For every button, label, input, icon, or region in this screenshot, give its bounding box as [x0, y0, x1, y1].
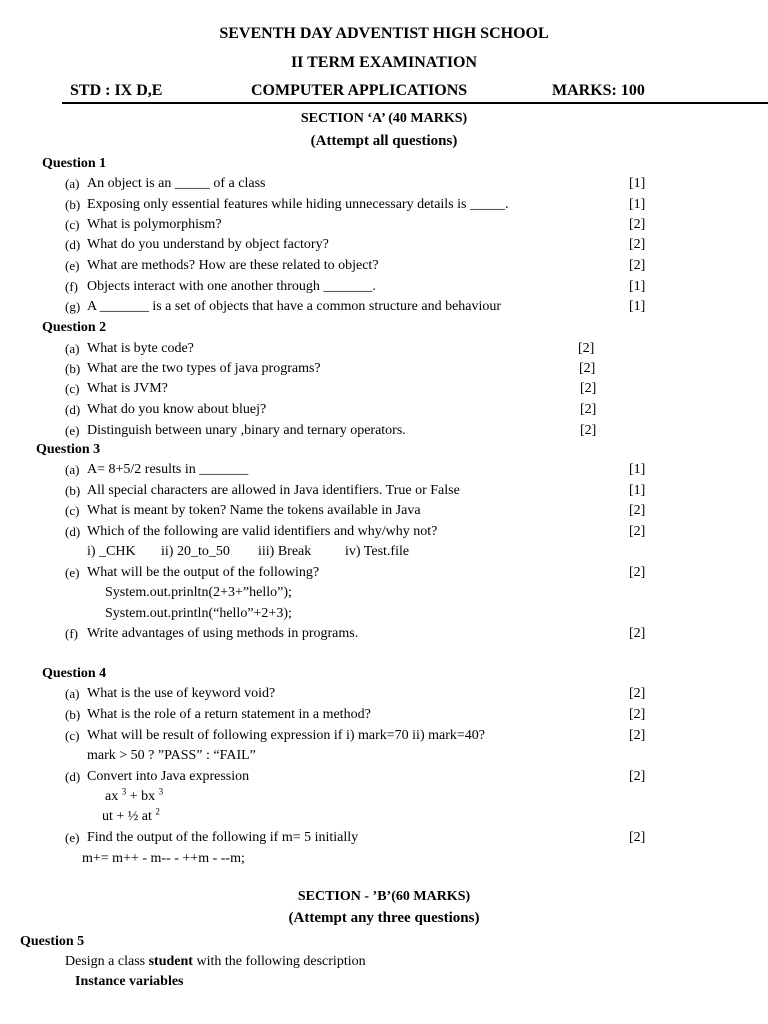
- item-text: Objects interact with one another through _______.: [87, 279, 376, 294]
- expr-part: + bx: [126, 789, 159, 804]
- item-label: (c): [65, 381, 80, 396]
- item-label: (f): [65, 626, 78, 641]
- question-5-title: Question 5: [20, 934, 85, 949]
- expr-exponent: 2: [155, 806, 160, 817]
- increment-expression: m+= m++ - m-- - ++m - --m;: [82, 851, 245, 866]
- item-text: What will be result of following expression if i) mark=70 ii) mark=40?: [87, 728, 485, 743]
- item-text: What will be the output of the following?: [87, 565, 320, 580]
- math-expression-2: [102, 806, 160, 824]
- item-label: (b): [65, 707, 81, 722]
- item-text: What do you know about bluej?: [87, 402, 267, 417]
- ternary-expression: mark > 50 ? ”PASS” : “FAIL”: [87, 748, 256, 763]
- expr-exponent: 3: [121, 786, 127, 797]
- item-marks: [2]: [629, 258, 646, 273]
- question-2-title: Question 2: [42, 320, 107, 335]
- item-text: What is meant by token? Name the tokens available in Java: [87, 503, 421, 518]
- item-text: What do you understand by object factory?: [87, 237, 329, 252]
- item-marks: [1]: [629, 483, 646, 498]
- expr-part: ax: [105, 789, 122, 804]
- item-label: (d): [65, 402, 81, 417]
- item-marks: [2]: [629, 830, 646, 845]
- item-text: Write advantages of using methods in programs.: [87, 626, 359, 641]
- question-3-title: Question 3: [36, 442, 101, 457]
- item-label: (e): [65, 565, 80, 580]
- item-label: (b): [65, 483, 81, 498]
- item-marks: [1]: [629, 462, 646, 477]
- instance-variables-heading: Instance variables: [75, 974, 184, 989]
- item-text: A= 8+5/2 results in _______: [87, 462, 249, 477]
- item-text: An object is an _____ of a class: [87, 176, 266, 191]
- exam-title: II TERM EXAMINATION: [290, 54, 478, 71]
- section-a-instruction: (Attempt all questions): [310, 133, 458, 149]
- item-marks: [2]: [629, 707, 646, 722]
- option-text: ii) 20_to_50: [161, 544, 230, 559]
- subject-label: COMPUTER APPLICATIONS: [251, 82, 468, 99]
- item-text: What is JVM?: [87, 381, 168, 396]
- item-label: (a): [65, 686, 80, 701]
- item-label: (d): [65, 237, 81, 252]
- item-text: What are the two types of java programs?: [87, 361, 321, 376]
- item-text: All special characters are allowed in Java identifiers. True or False: [87, 483, 460, 498]
- question-5-description: [65, 955, 366, 969]
- item-marks: [1]: [629, 279, 646, 294]
- code-line: System.out.println(“hello”+2+3);: [105, 606, 292, 621]
- expr-part: ut + ½ at: [102, 809, 156, 824]
- desc-text: with the following description: [192, 954, 366, 969]
- item-marks: [2]: [580, 381, 597, 396]
- item-marks: [2]: [629, 524, 646, 539]
- item-text: What is the role of a return statement in a method?: [87, 707, 371, 722]
- option-text: i) _CHK: [87, 544, 136, 559]
- item-label: (e): [65, 258, 80, 273]
- item-label: (e): [65, 830, 80, 845]
- section-a-title: SECTION ‘A’ (40 MARKS): [300, 111, 468, 126]
- item-label: (a): [65, 341, 80, 356]
- item-text: Which of the following are valid identifiers and why/why not?: [87, 524, 438, 539]
- header-divider: [62, 102, 768, 104]
- item-label: (a): [65, 176, 80, 191]
- item-label: (d): [65, 769, 81, 784]
- item-marks: [2]: [629, 237, 646, 252]
- item-text: Exposing only essential features while hiding unnecessary details is _____.: [87, 197, 509, 212]
- item-marks: [2]: [629, 503, 646, 518]
- item-marks: [2]: [578, 341, 595, 356]
- item-label: (e): [65, 423, 80, 438]
- item-marks: [2]: [629, 217, 646, 232]
- option-text: iii) Break: [258, 544, 312, 559]
- item-label: (b): [65, 197, 81, 212]
- school-name: SEVENTH DAY ADVENTIST HIGH SCHOOL: [219, 25, 549, 42]
- item-text: Distinguish between unary ,binary and ternary operators.: [87, 423, 406, 438]
- item-marks: [2]: [629, 626, 646, 641]
- desc-text: Design a class: [65, 954, 149, 969]
- item-marks: [2]: [629, 769, 646, 784]
- item-label: (a): [65, 462, 80, 477]
- item-marks: [2]: [629, 565, 646, 580]
- item-label: (c): [65, 503, 80, 518]
- item-label: (b): [65, 361, 81, 376]
- item-label: (f): [65, 279, 78, 294]
- question-4-title: Question 4: [42, 666, 107, 681]
- item-text: Find the output of the following if m= 5 initially: [87, 830, 359, 845]
- item-marks: [1]: [629, 197, 646, 212]
- item-label: (d): [65, 524, 81, 539]
- class-name: student: [148, 954, 193, 969]
- item-text: Convert into Java expression: [87, 769, 250, 784]
- marks-label: MARKS: 100: [552, 82, 645, 99]
- item-label: (c): [65, 217, 80, 232]
- question-1-title: Question 1: [42, 156, 107, 171]
- math-expression-1: [105, 786, 164, 804]
- item-marks: [1]: [629, 176, 646, 191]
- item-text: What is polymorphism?: [87, 217, 222, 232]
- item-marks: [2]: [580, 423, 597, 438]
- item-marks: [2]: [579, 361, 596, 376]
- item-marks: [1]: [629, 299, 646, 314]
- std-label: STD : IX D,E: [70, 82, 163, 99]
- section-b-instruction: (Attempt any three questions): [288, 910, 480, 926]
- item-text: What are methods? How are these related to object?: [87, 258, 379, 273]
- code-line: System.out.prinltn(2+3+”hello”);: [105, 585, 292, 600]
- item-label: (c): [65, 728, 80, 743]
- section-b-title: SECTION - ’B’(60 MARKS): [297, 889, 471, 904]
- option-text: iv) Test.file: [345, 544, 410, 559]
- item-marks: [2]: [629, 728, 646, 743]
- item-marks: [2]: [580, 402, 597, 417]
- expr-exponent: 3: [158, 786, 164, 797]
- item-label: (g): [65, 299, 81, 314]
- item-text: What is the use of keyword void?: [87, 686, 276, 701]
- item-marks: [2]: [629, 686, 646, 701]
- item-text: What is byte code?: [87, 341, 194, 356]
- item-text: A _______ is a set of objects that have a common structure and behaviour: [87, 299, 502, 314]
